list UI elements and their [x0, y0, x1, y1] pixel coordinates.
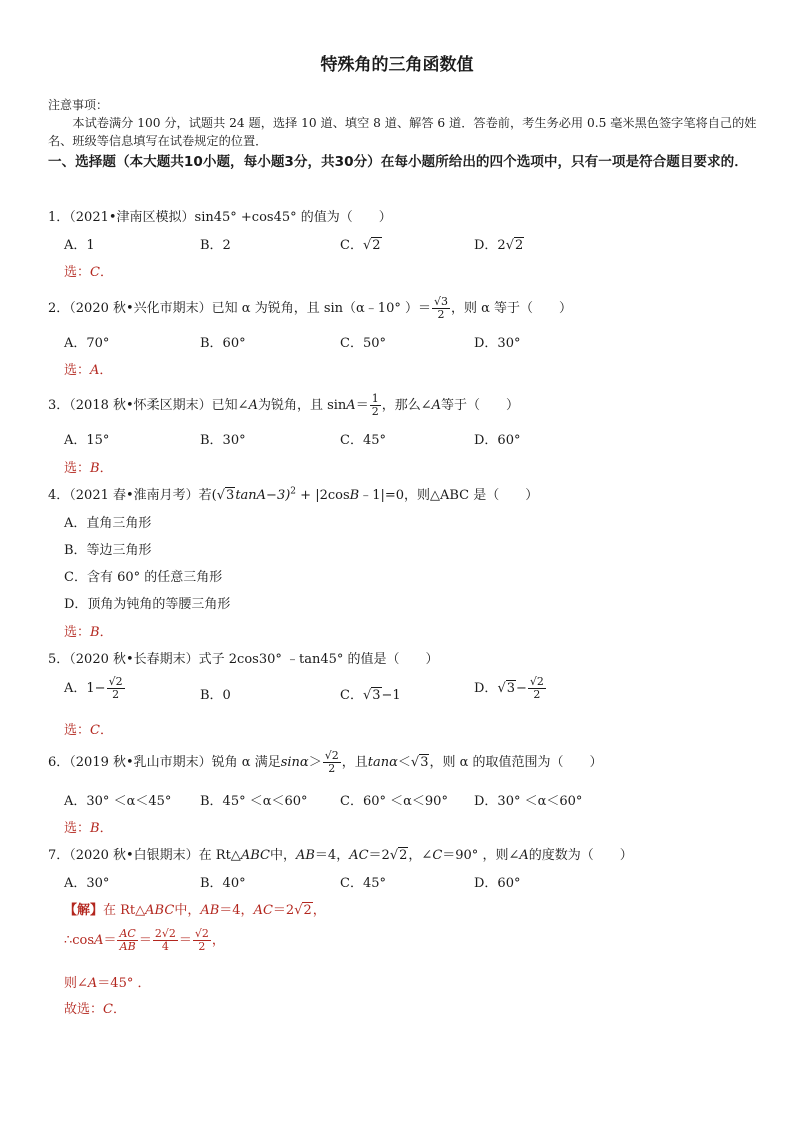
q4-answer: 选：B． [64, 625, 113, 640]
page-title: 特殊角的三角函数值 [320, 55, 474, 75]
q4-option-b: B．等边三角形 [64, 543, 152, 558]
question-4-stem: 4．（2021 春•淮南月考）若$(√3\tan A-3)^2$ + |2cosB﹣1|=0，则△ABC 是（ ） [48, 486, 539, 503]
q7-solution-line-2: ∴cosA＝ $\frac{AC}{AB}$ ＝ $\frac{2√2}{4}$ ＝ $\frac{√2}{2}$ ， [64, 927, 225, 953]
question-5-stem: 5．（2020 秋•长春期末）式子 2cos30° ﹣tan45° 的值是（ ） [48, 652, 439, 667]
q6-option-a: A．30° ＜α＜45° [64, 794, 172, 809]
q7-option-c: C．45° [340, 876, 386, 891]
notice-heading: 注意事项： [48, 98, 109, 112]
q7-option-a: A．30° [64, 876, 110, 891]
q3-option-a: A．15° [64, 433, 110, 448]
q4-option-c: C．含有 60° 的任意三角形 [64, 570, 223, 585]
question-2-stem: 2．（2020 秋•兴化市期末）已知 α 为锐角，且 sin（α﹣10° ）＝ $\frac{√3}{2}$ ，则 α 等于（ ） [48, 295, 573, 321]
q1-option-b: B．2 [200, 238, 231, 253]
q4-option-a: A．直角三角形 [64, 516, 152, 531]
q7-solution-line-1: 【解】在 Rt△ABC中，AB＝4，AC＝2√2， [64, 903, 326, 918]
q7-answer: 故选：C． [64, 1002, 126, 1017]
q5-option-d: D．√3− $\frac{√2}{2}$ [474, 675, 544, 701]
q1-option-c: C．√2 [340, 238, 381, 253]
q3-option-b: B．30° [200, 433, 246, 448]
question-7-stem: 7．（2020 秋•白银期末）在 Rt△ABC中，AB＝4，AC＝2√2，∠C＝90° ，则∠A的度数为（ ） [48, 848, 633, 863]
q2-option-a: A．70° [64, 336, 110, 351]
q4-option-d: D．顶角为钝角的等腰三角形 [64, 597, 231, 612]
q6-option-d: D．30° ＜α＜60° [474, 794, 583, 809]
q2-option-b: B．60° [200, 336, 246, 351]
q2-option-d: D．30° [474, 336, 521, 351]
q5-answer: 选：C． [64, 723, 113, 738]
q1-option-d: D．2√2 [474, 238, 524, 253]
q6-answer: 选：B． [64, 821, 113, 836]
q2-answer: 选：A． [64, 363, 113, 378]
question-3-stem: 3．（2018 秋•怀柔区期末）已知∠A为锐角，且 sinA＝ $\frac{1}{2}$ ，那么∠A等于（ ） [48, 392, 520, 418]
question-6-stem: 6．（2019 秋•乳山市期末）锐角 α 满足sinα＞ $\frac{√2}{2}$ ，且tanα＜√3，则 α 的取值范围为（ ） [48, 749, 603, 775]
q7-option-b: B．40° [200, 876, 246, 891]
q7-option-d: D．60° [474, 876, 521, 891]
q3-option-d: D．60° [474, 433, 521, 448]
q2-option-c: C．50° [340, 336, 386, 351]
q3-answer: 选：B． [64, 461, 113, 476]
q1-answer: 选：C． [64, 265, 113, 280]
q3-option-c: C．45° [340, 433, 386, 448]
q7-solution-line-3: 则∠A＝45° ． [64, 976, 151, 991]
q6-option-b: B．45° ＜α＜60° [200, 794, 308, 809]
section-heading: 一、选择题（本大题共10小题，每小题3分，共30分）在每小题所给出的四个选项中，只有一项是符合题目要求的． [48, 154, 748, 170]
question-1-stem: 1．（2021•津南区模拟）sin45° +cos45° 的值为（ ） [48, 210, 392, 225]
q5-option-a: A．1− $\frac{√2}{2}$ [64, 675, 123, 701]
notice-text: 本试卷满分 100 分，试题共 24 题，选择 10 道、填空 8 道、解答 6 道．答卷前，考生务必用 0.5 毫米黑色签字笔将自己的姓名、班级等信息填写在试卷规定的位置． [48, 116, 757, 148]
q5-option-c: C．√3−1 [340, 688, 401, 703]
q1-option-a: A．1 [64, 238, 95, 253]
q5-option-b: B．0 [200, 688, 231, 703]
q6-option-c: C．60° ＜α＜90° [340, 794, 448, 809]
